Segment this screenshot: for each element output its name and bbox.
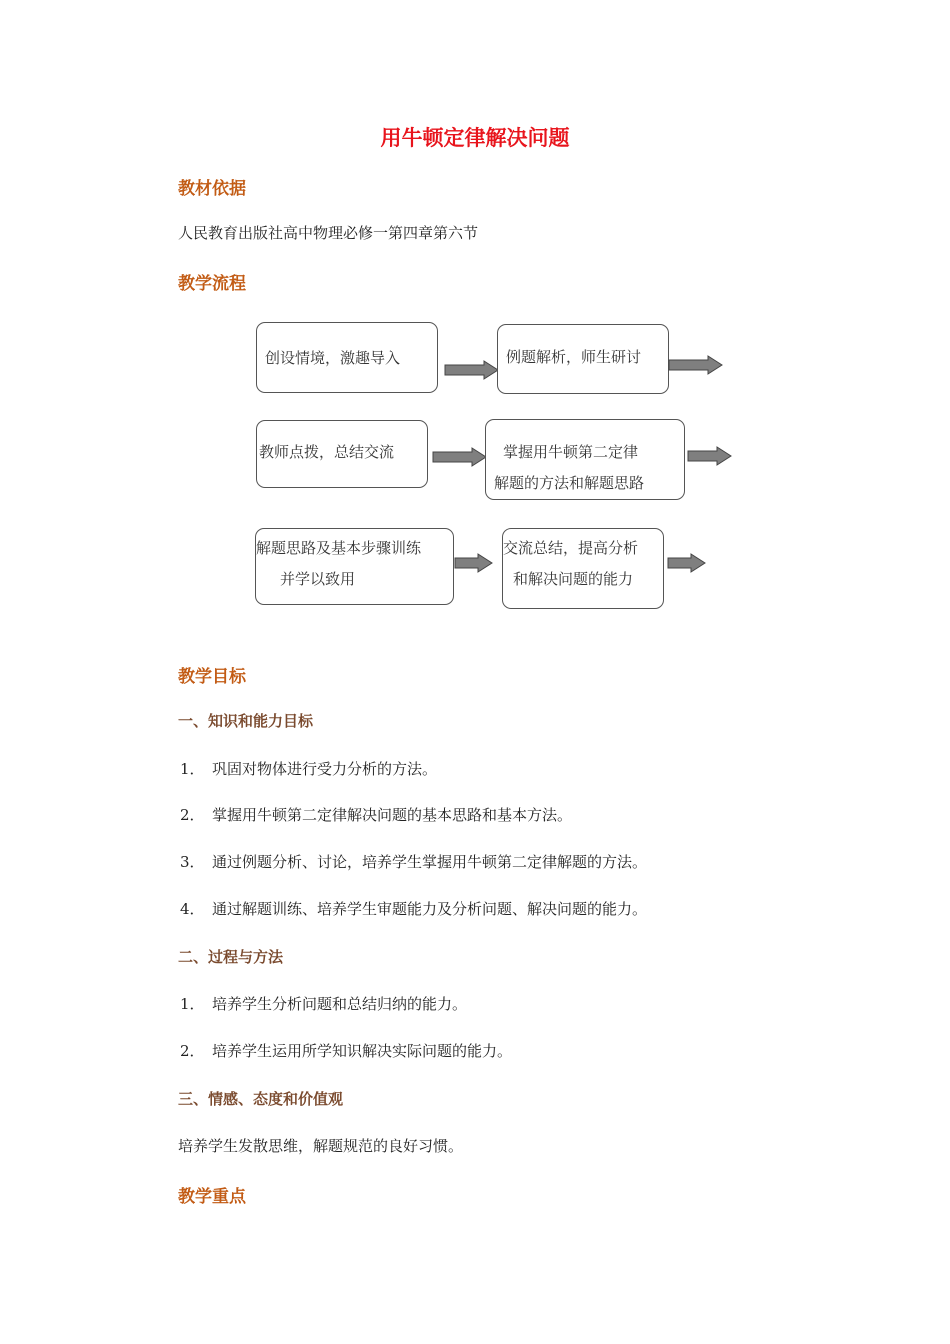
section-heading-flow: 教学流程 (178, 274, 246, 294)
flow-box-1 (256, 322, 438, 393)
list-item (178, 758, 437, 779)
list-item (178, 898, 647, 919)
flow-arrow-right-icon (454, 553, 494, 573)
flow-box-4-line-1: 掌握用牛顿第二定律 (503, 443, 639, 461)
list-item-text: 通过例题分析、讨论，培养学生掌握用牛顿第二定律解题的方法。 (212, 853, 648, 871)
list-item-number: 3． (180, 853, 205, 871)
page-title: 用牛顿定律解决问题 (380, 126, 570, 150)
list-item-text: 培养学生运用所学知识解决实际问题的能力。 (212, 1042, 513, 1060)
section-heading-basis: 教材依据 (178, 179, 246, 199)
flow-box-5-line-1: 解题思路及基本步骤训练 (256, 539, 422, 557)
flow-box-4-line-2: 解题的方法和解题思路 (494, 474, 645, 492)
flow-box-6-line-2: 和解决问题的能力 (513, 570, 634, 588)
flow-arrow-right-icon (668, 355, 724, 375)
flow-box-6 (502, 528, 664, 609)
flow-box-1-line-1: 创设情境，激趣导入 (265, 349, 401, 367)
flow-arrow-right-icon (687, 446, 733, 466)
flow-arrow-right-icon (444, 360, 500, 380)
goals-sub3-text: 培养学生发散思维，解题规范的良好习惯。 (178, 1137, 464, 1155)
list-item-number: 2． (180, 806, 205, 824)
list-item-number: 4． (180, 900, 205, 918)
flow-arrow-right-icon (667, 553, 707, 573)
list-item (178, 804, 572, 825)
goals-sub2-heading: 二、过程与方法 (178, 948, 284, 966)
section-heading-focus: 教学重点 (178, 1187, 246, 1207)
goals-sub3-heading: 三、情感、态度和价值观 (178, 1090, 344, 1108)
flow-box-2-line-1: 例题解析，师生研讨 (506, 348, 642, 366)
section-heading-goals: 教学目标 (178, 667, 246, 687)
list-item (178, 851, 647, 872)
flow-box-2 (497, 324, 669, 394)
flow-box-4 (485, 419, 685, 500)
flow-box-5 (255, 528, 454, 605)
list-item-number: 2． (180, 1042, 205, 1060)
flow-box-5-line-2: 并学以致用 (280, 570, 356, 588)
list-item-text: 培养学生分析问题和总结归纳的能力。 (212, 995, 468, 1013)
flow-box-6-line-1: 交流总结，提高分析 (503, 539, 639, 557)
list-item (178, 993, 467, 1014)
list-item-number: 1． (180, 760, 205, 778)
flow-box-3-line-1: 教师点拨，总结交流 (259, 443, 395, 461)
flow-box-3 (256, 420, 428, 488)
list-item-text: 巩固对物体进行受力分析的方法。 (212, 760, 438, 778)
goals-sub1-heading: 一、知识和能力目标 (178, 712, 314, 730)
list-item-number: 1． (180, 995, 205, 1013)
basis-text: 人民教育出版社高中物理必修一第四章第六节 (178, 224, 479, 242)
list-item-text: 掌握用牛顿第二定律解决问题的基本思路和基本方法。 (212, 806, 573, 824)
list-item (178, 1040, 512, 1061)
list-item-text: 通过解题训练、培养学生审题能力及分析问题、解决问题的能力。 (212, 900, 648, 918)
flow-arrow-right-icon (432, 447, 488, 467)
